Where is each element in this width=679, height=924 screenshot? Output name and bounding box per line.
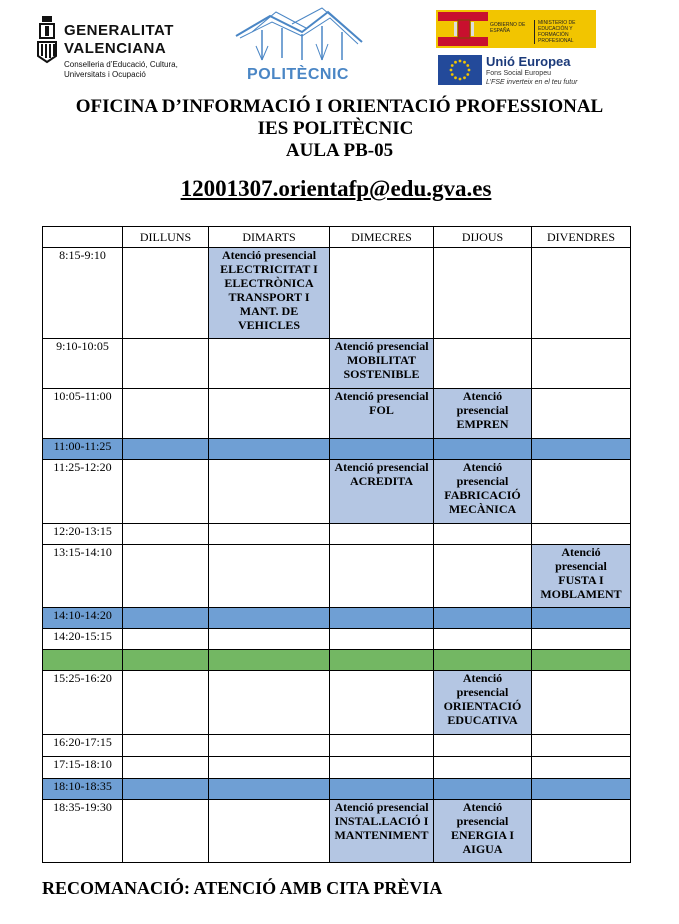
office-title: OFICINA D’INFORMACIÓ I ORIENTACIÓ PROFESSIONAL [75,96,604,117]
schedule-row [43,757,631,779]
time-slot: 17:15-18:10 [43,757,123,779]
empty-slot [209,629,330,650]
empty-slot [209,671,330,735]
appointment-slot: Atenció presencial FABRICACIÓ MECÀNICA [434,460,532,524]
empty-slot [209,339,330,389]
appointment-slot: Atenció presencial FUSTA I MOBLAMENT [532,545,631,608]
generalitat-logo [36,14,186,86]
empty-slot [330,671,434,735]
empty-slot [434,735,532,757]
gobierno-espana-logo [436,10,596,48]
empty-slot [532,779,631,800]
empty-slot [532,800,631,863]
union-europea-logo [436,54,602,88]
schedule-row [43,650,631,671]
schedule-row [43,629,631,650]
schedule-row [43,389,631,439]
appointment-slot: Atenció presencial ENERGIA I AIGUA [434,800,532,863]
schedule-row [43,608,631,629]
politecnic-roof-icon [232,6,366,66]
time-slot: 9:10-10:05 [43,339,123,389]
empty-slot [209,524,330,545]
schedule-row [43,779,631,800]
time-slot: 14:10-14:20 [43,608,123,629]
appointment-slot: Atenció presencial MOBILITAT SOSTENIBLE [330,339,434,389]
empty-slot [434,779,532,800]
empty-slot [330,779,434,800]
time-slot: 12:20-13:15 [43,524,123,545]
empty-slot [209,608,330,629]
politecnic-wordmark: POLITÈCNIC [247,66,349,83]
empty-slot [330,650,434,671]
day-header: DIJOUS [434,227,532,248]
empty-slot [209,779,330,800]
empty-slot [209,757,330,779]
empty-slot [434,650,532,671]
empty-slot [209,545,330,608]
empty-slot [532,629,631,650]
empty-slot [532,757,631,779]
empty-slot [434,524,532,545]
empty-slot [123,439,209,460]
time-slot: 15:25-16:20 [43,671,123,735]
empty-slot [330,735,434,757]
empty-slot [123,389,209,439]
empty-slot [434,608,532,629]
empty-slot [209,389,330,439]
empty-slot [434,439,532,460]
time-slot: 18:35-19:30 [43,800,123,863]
empty-slot [209,650,330,671]
schedule-row [43,339,631,389]
empty-slot [532,339,631,389]
empty-slot [123,545,209,608]
ministerio-label: MINISTERIO DE EDUCACIÓN Y FORMACIÓN PROFESIONAL [534,20,598,44]
empty-slot [330,248,434,339]
empty-slot [330,608,434,629]
empty-slot [123,248,209,339]
generalitat-name: GENERALITAT VALENCIANA [64,22,174,57]
schedule-body [43,248,631,863]
empty-slot [330,439,434,460]
empty-slot [123,671,209,735]
empty-slot [434,545,532,608]
time-slot: 11:00-11:25 [43,439,123,460]
empty-slot [123,460,209,524]
conselleria-name: Conselleria d’Educació, Cultura, Universitats i Ocupació [64,60,178,79]
empty-slot [532,439,631,460]
school-name: IES POLITÈCNIC [257,118,414,139]
empty-slot [209,460,330,524]
time-slot [43,650,123,671]
empty-slot [123,524,209,545]
contact-email-link[interactable]: 12001307.orientafp@edu.gva.es [180,176,492,201]
schedule-row [43,248,631,339]
schedule-row [43,800,631,863]
empty-slot [209,735,330,757]
empty-slot [330,629,434,650]
empty-slot [532,460,631,524]
empty-slot [123,608,209,629]
empty-slot [123,629,209,650]
empty-slot [123,735,209,757]
day-header: DIMARTS [209,227,330,248]
empty-slot [123,757,209,779]
politecnic-logo [232,6,366,88]
schedule-row [43,671,631,735]
empty-slot [532,671,631,735]
appointment-slot: Atenció presencial FOL [330,389,434,439]
appointment-slot: Atenció presencial ACREDITA [330,460,434,524]
time-slot: 16:20-17:15 [43,735,123,757]
recommendation-note: RECOMANACIÓ: ATENCIÓ AMB CITA PRÈVIA [42,878,443,898]
eu-fund-name: Fons Social Europeu [486,70,551,77]
time-slot: 13:15-14:10 [43,545,123,608]
empty-slot [532,524,631,545]
time-slot: 11:25-12:20 [43,460,123,524]
appointment-slot: Atenció presencial INSTAL.LACIÓ I MANTENIMENT [330,800,434,863]
time-slot: 14:20-15:15 [43,629,123,650]
eu-motto: L’FSE inverteix en el teu futur [486,79,578,86]
day-header: DIMECRES [330,227,434,248]
empty-slot [434,629,532,650]
empty-slot [209,439,330,460]
schedule-row [43,545,631,608]
time-slot: 10:05-11:00 [43,389,123,439]
schedule-row [43,735,631,757]
empty-slot [434,339,532,389]
appointment-slot: Atenció presencial ELECTRICITAT I ELECTRÒNICA TRANSPORT I MANT. DE VEHICLES [209,248,330,339]
schedule-row [43,460,631,524]
empty-slot [532,389,631,439]
empty-slot [532,248,631,339]
gobierno-label: GOBIERNO DE ESPAÑA [490,22,526,34]
empty-slot [330,524,434,545]
empty-slot [123,779,209,800]
appointment-slot: Atenció presencial EMPREN [434,389,532,439]
empty-slot [330,545,434,608]
eu-flag-icon [438,55,482,85]
appointment-slot: Atenció presencial ORIENTACIÓ EDUCATIVA [434,671,532,735]
schedule-header-row [43,227,631,248]
generalitat-crest-icon [36,16,58,74]
day-header: DILLUNS [123,227,209,248]
empty-slot [123,800,209,863]
schedule-row [43,524,631,545]
empty-slot [532,608,631,629]
empty-slot [532,735,631,757]
empty-slot [209,800,330,863]
empty-slot [330,757,434,779]
empty-slot [434,248,532,339]
schedule-row [43,439,631,460]
eu-title: Unió Europea [486,54,571,69]
empty-slot [532,650,631,671]
time-slot: 8:15-9:10 [43,248,123,339]
room-label: AULA PB-05 [285,140,394,161]
schedule-table [42,226,631,863]
empty-slot [123,650,209,671]
spain-coat-of-arms-icon [438,12,488,46]
empty-slot [123,339,209,389]
empty-slot [434,757,532,779]
day-header: DIVENDRES [532,227,631,248]
time-slot: 18:10-18:35 [43,779,123,800]
time-column-header [43,227,123,248]
